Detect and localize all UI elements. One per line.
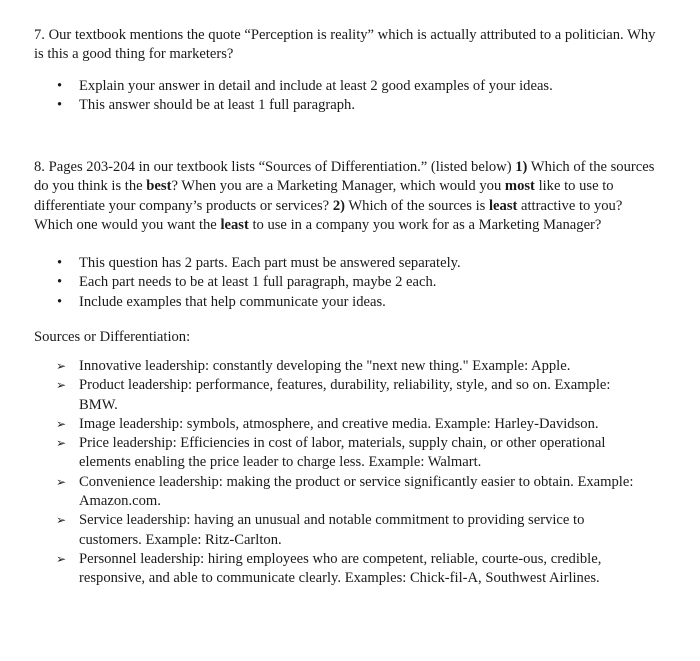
bullet-text: Each part needs to be at least 1 full paragraph, maybe 2 each.: [79, 274, 437, 291]
question-7-bullet-list: [56, 77, 656, 116]
list-item: [56, 293, 656, 312]
source-text: Service leadership: having an unusual and notable commitment to providing service to customers. Example: Ritz-Carlton.: [79, 512, 585, 548]
list-item: [56, 273, 656, 292]
arrow-bullet-icon: ➢: [56, 551, 67, 566]
source-text: Personnel leadership: hiring employees who are competent, reliable, courte-ous, credible, responsive, and able to communicate clearly. Examples: Chick-fil-A, Southwest Airlines.: [79, 550, 602, 587]
question-8-text: [34, 158, 662, 235]
bullet-icon: •: [57, 255, 63, 271]
arrow-bullet-icon: ➢: [56, 436, 67, 451]
q8-text-segment: Which of the sources is: [344, 197, 489, 214]
q8-text-segment: attractive to you? Which one would you want the: [34, 197, 623, 233]
bullet-icon: •: [57, 97, 63, 114]
list-item: [56, 254, 656, 273]
q8-emphasis-most: most: [504, 178, 535, 195]
q8-text-segment: like to use to differentiate your company’s products or services?: [34, 178, 614, 214]
q8-text-segment: Which of the sources do you think is the: [34, 159, 655, 195]
q8-text-segment: to use in a company you work for as a Marketing Manager?: [248, 216, 602, 233]
bullet-text: Explain your answer in detail and include at least 2 good examples of your ideas.: [79, 78, 553, 94]
bullet-text: This question has 2 parts. Each part must be answered separately.: [79, 255, 461, 271]
bullet-icon: •: [57, 78, 63, 94]
q8-part-2-marker: 2): [332, 197, 345, 214]
list-item: [56, 376, 648, 415]
q8-text-segment: ? When you are a Marketing Manager, which would you: [171, 178, 505, 195]
source-text: Price leadership: Efficiencies in cost of labor, materials, supply chain, or other operational elements enabling the price leader to charge less. Example: Walmart.: [79, 435, 606, 471]
arrow-bullet-icon: ➢: [56, 378, 67, 393]
q8-part-1-marker: 1): [515, 159, 528, 175]
bullet-icon: •: [57, 274, 63, 291]
q8-emphasis-best: best: [146, 178, 172, 195]
q8-emphasis-least: least: [220, 216, 249, 233]
arrow-bullet-icon: ➢: [56, 416, 67, 431]
arrow-bullet-icon: ➢: [56, 359, 67, 373]
list-item: [56, 550, 648, 589]
question-8-bullet-list: [56, 254, 656, 312]
arrow-bullet-icon: ➢: [56, 513, 67, 528]
q8-text-segment: 8. Pages 203-204 in our textbook lists “Sources of Differentiation.” (listed below): [34, 159, 516, 175]
list-item: [56, 415, 648, 434]
question-7-text: 7. Our textbook mentions the quote “Perception is reality” which is actually attributed to a politician. Why is this a good thing for marketers?: [34, 27, 656, 63]
bullet-text: Include examples that help communicate your ideas.: [79, 293, 386, 310]
list-item: [56, 96, 656, 115]
bullet-text: This answer should be at least 1 full paragraph.: [79, 97, 355, 114]
source-text: Innovative leadership: constantly developing the "next new thing." Example: Apple.: [79, 358, 571, 374]
list-item: [56, 473, 648, 512]
q8-emphasis-least: least: [489, 197, 518, 214]
source-text: Image leadership: symbols, atmosphere, and creative media. Example: Harley-Davidson.: [79, 415, 599, 432]
list-item: [56, 357, 648, 376]
arrow-bullet-icon: ➢: [56, 474, 67, 489]
sources-list: [56, 357, 648, 589]
source-text: Product leadership: performance, features, durability, reliability, style, and so on. Example: BMW.: [79, 377, 611, 413]
list-item: [56, 77, 656, 96]
source-text: Convenience leadership: making the product or service significantly easier to obtain. Example: Amazon.com.: [79, 473, 634, 510]
list-item: [56, 434, 648, 473]
sources-heading: Sources or Differentiation:: [34, 329, 191, 345]
bullet-icon: •: [57, 293, 63, 310]
list-item: [56, 511, 648, 550]
